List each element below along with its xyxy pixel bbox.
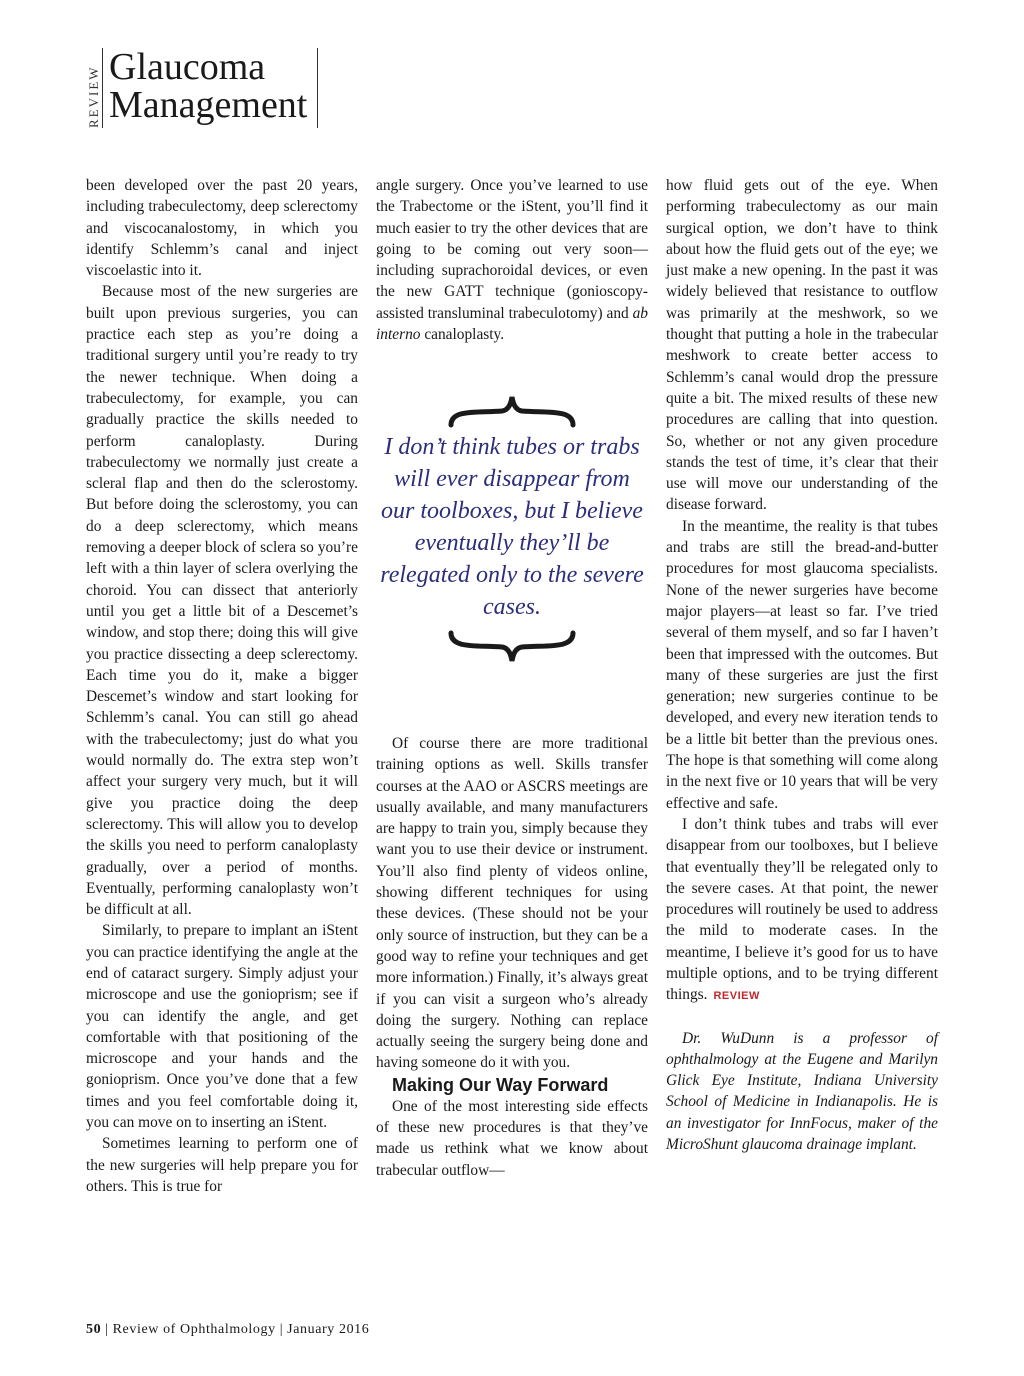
article-column-2-bottom	[376, 733, 648, 1181]
italic-term: ab interno	[376, 304, 648, 344]
paragraph: Sometimes learning to perform one of the new surgeries will help prepare you for others. This is true for	[86, 1135, 358, 1195]
author-bio: Dr. WuDunn is a professor of ophthalmology at the Eugene and Marilyn Glick Eye Institute, Indiana University School of Medicine in Indianapolis. He is an investigator for InnFocus, maker of the MicroShunt glaucoma drainage implant.	[666, 1029, 938, 1154]
top-brace-icon	[447, 395, 577, 429]
article-column-1	[86, 175, 358, 1197]
paragraph: Similarly, to prepare to implant an iStent you can practice identifying the angle at the end of cataract surgery. Simply adjust your microscope and use the gonioprism; see if you can identify the angle, and get comfortable with that positioning of the microscope and your hands and the gonioprism. Once you’ve done that a few times and you feel comfortable doing it, you can move on to inserting an iStent.	[86, 922, 358, 1132]
publication-name: Review of Ophthalmology	[112, 1322, 276, 1337]
paragraph	[376, 175, 648, 345]
paragraph: Because most of the new surgeries are built upon previous surgeries, you can practice each step as you’re doing a traditional surgery until you’re ready to try the newer technique. When doing a trabeculectomy, for example, you can gradually practice the skills needed to perform canaloplasty. During trabeculectomy we normally just create a scleral flap and then do the sclerostomy. But before doing the sclerostomy, you can do a deep sclerectomy, which means removing a deeper block of sclera so you’re left with a thin layer of sclera overlying the choroid. You can dissect that anteriorly until you get a little bit of a Descemet’s window, and stop there; doing this will give you practice dissecting a deep sclerectomy. Each time you do it, make a bigger Descemet’s window and start looking for Schlemm’s canal. You can still go ahead with the trabeculectomy; just do what you would normally do. The extra step won’t affect your surgery very much, but it will give you practice doing the deep sclerectomy. This will allow you to develop the skills you need to perform canaloplasty gradually, over a period of months. Eventually, performing canaloplasty won’t be difficult at all.	[86, 283, 358, 919]
page-footer: 50 | Review of Ophthalmology | January 2016	[86, 1322, 370, 1337]
bottom-brace-icon	[447, 629, 577, 663]
subheading: Making Our Way Forward	[392, 1074, 609, 1095]
pull-quote	[376, 395, 648, 663]
paragraph: Of course there are more traditional training options as well. Skills transfer courses at the AAO or ASCRS meetings are usually available, and many manufacturers are happy to train you, simply because they want you to use their device or instrument. You’ll also find plenty of videos online, showing different techniques for using these devices. (These should not be your only source of instruction, but they can be a good way to refine your techniques and get more information.) Finally, it’s always great if you can visit a surgeon who’s already doing the surgery. Nothing can replace actually seeing the surgery being done and having someone do it with you.	[376, 735, 648, 1072]
paragraph: One of the most interesting side effects of these new procedures is that they’ve made us rethink what we know about trabecular outflow—	[376, 1097, 648, 1179]
end-of-article-tag: REVIEW	[713, 990, 760, 1003]
issue-date: January 2016	[287, 1322, 370, 1337]
paragraph: how fluid gets out of the eye. When performing trabeculectomy as our main surgical option, we don’t have to think about how the fluid gets out of the eye; we just make a new opening. In the past it was widely believed that resistance to outflow was primarily at the meshwork, so we thought that putting a hole in the trabecular meshwork to create better access to Schlemm’s canal would drop the pressure quite a bit. The mixed results of these new procedures are calling that into question. So, whether or not any given procedure stands the test of time, it’s clear that their use will move our understanding of the disease forward.	[666, 177, 938, 514]
paragraph: been developed over the past 20 years, including trabeculectomy, deep sclerectomy and viscocanalostomy, in which you identify Schlemm’s canal and inject viscoelastic into it.	[86, 177, 358, 280]
section-title-line2: Management	[109, 84, 308, 126]
page-header	[82, 48, 318, 128]
paragraph: In the meantime, the reality is that tubes and trabs are still the bread-and-butter procedures for most glaucoma specialists. None of the newer surgeries have become major players—at least so far. I’ve tried several of them myself, and so far I haven’t been that impressed with the outcomes. But many of these surgeries are just the first generation; new surgeries continue to be developed, and every new iteration tends to be a little bit better than the previous ones. The hope is that something will come along in the next five or 10 years that will be very effective and safe.	[666, 517, 938, 812]
paragraph-text: I don’t think tubes and trabs will ever disappear from our toolboxes, but I believe that eventually they’ll be relegated only to the severe cases. At that point, the newer procedures will routinely be used to address the mild to moderate cases. In the meantime, I believe it’s good for us to have multiple options, and to be trying different things.	[666, 815, 938, 1004]
section-title	[109, 48, 318, 128]
paragraph-text: canaloplasty.	[420, 326, 505, 344]
section-title-line1: Glaucoma	[109, 46, 266, 88]
article-column-2-top	[376, 175, 648, 345]
article-column-3	[666, 175, 938, 1155]
pull-quote-text: I don’t think tubes or trabs will ever disappear from our toolboxes, but I believe eventually they’ll be relegated only to the severe cases.	[380, 434, 644, 620]
paragraph-text: angle surgery. Once you’ve learned to use the Trabectome or the iStent, you’ll find it much easier to try the other devices that are going to be coming out very soon—including suprachoroidal devices, or even the new GATT technique (gonioscopy-assisted transluminal trabeculotomy) and	[376, 177, 648, 322]
section-tag: REVIEW	[82, 48, 103, 128]
page-number: 50	[86, 1322, 102, 1337]
paragraph	[666, 814, 938, 1008]
